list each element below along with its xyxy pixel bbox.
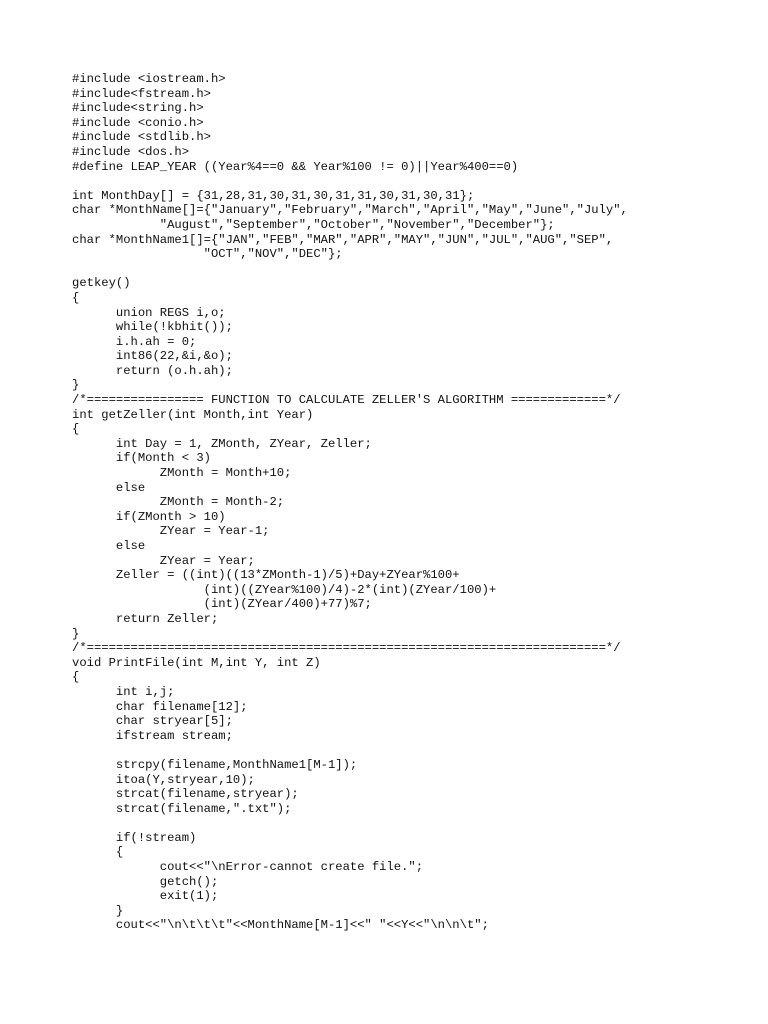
code-line: char *MonthName1[]={"JAN","FEB","MAR","APR","MAY","JUN","JUL","AUG","SEP",: [72, 232, 614, 247]
code-line: getkey(): [72, 276, 131, 291]
code-line: /*=======================================================================*/: [72, 641, 621, 656]
code-line: {: [72, 290, 80, 305]
code-line: {: [72, 845, 124, 860]
code-line: itoa(Y,stryear,10);: [72, 772, 255, 787]
code-line: }: [72, 378, 80, 393]
code-line: #include<string.h>: [72, 101, 204, 116]
code-line: char filename[12];: [72, 699, 248, 714]
code-line: "OCT","NOV","DEC"};: [72, 247, 343, 262]
code-line: int86(22,&i,&o);: [72, 349, 233, 364]
code-line: (int)((ZYear%100)/4)-2*(int)(ZYear/100)+: [72, 582, 497, 597]
code-line: getch();: [72, 874, 219, 889]
code-line: ZYear = Year;: [72, 553, 255, 568]
code-line: [72, 816, 628, 831]
code-line: ZMonth = Month-2;: [72, 495, 285, 510]
code-line: if(!stream): [72, 830, 197, 845]
code-line: cout<<"\n\t\t\t"<<MonthName[M-1]<<" "<<Y<<"\n\n\t";: [72, 918, 489, 933]
code-line: if(ZMonth > 10): [72, 509, 226, 524]
code-line: else: [72, 480, 146, 495]
code-line: #include <dos.h>: [72, 144, 190, 159]
code-line: ifstream stream;: [72, 728, 233, 743]
code-line: int getZeller(int Month,int Year): [72, 407, 314, 422]
code-line: int MonthDay[] = {31,28,31,30,31,30,31,31,30,31,30,31};: [72, 188, 475, 203]
code-line: int Day = 1, ZMonth, ZYear, Zeller;: [72, 436, 372, 451]
code-line: #include <conio.h>: [72, 115, 204, 130]
code-line: if(Month < 3): [72, 451, 211, 466]
code-line: void PrintFile(int M,int Y, int Z): [72, 655, 321, 670]
code-line: union REGS i,o;: [72, 305, 226, 320]
code-line: strcat(filename,".txt");: [72, 801, 292, 816]
code-line: return (o.h.ah);: [72, 363, 233, 378]
code-line: #include <stdlib.h>: [72, 130, 211, 145]
code-line: i.h.ah = 0;: [72, 334, 197, 349]
code-line: int i,j;: [72, 684, 175, 699]
code-line: char stryear[5];: [72, 714, 233, 729]
code-line: ZMonth = Month+10;: [72, 466, 292, 481]
code-line: cout<<"\nError-cannot create file.";: [72, 860, 424, 875]
code-line: char *MonthName[]={"January","February","March","April","May","June","July",: [72, 203, 628, 218]
code-line: (int)(ZYear/400)+77)%7;: [72, 597, 372, 612]
code-line: [72, 262, 628, 277]
code-line: }: [72, 626, 80, 641]
code-line: [72, 174, 628, 189]
code-line: Zeller = ((int)((13*ZMonth-1)/5)+Day+ZYear%100+: [72, 568, 460, 583]
code-line: strcpy(filename,MonthName1[M-1]);: [72, 757, 358, 772]
code-line: #include<fstream.h>: [72, 86, 211, 101]
code-line: exit(1);: [72, 889, 219, 904]
code-line: "August","September","October","November","December"};: [72, 217, 555, 232]
code-line: #include <iostream.h>: [72, 72, 226, 86]
source-code-listing: [72, 72, 628, 933]
code-line: strcat(filename,stryear);: [72, 787, 299, 802]
code-line: {: [72, 422, 80, 437]
code-line: {: [72, 670, 80, 685]
code-line: }: [72, 903, 124, 918]
code-line: ZYear = Year-1;: [72, 524, 270, 539]
code-line: [72, 743, 628, 758]
code-line: else: [72, 539, 146, 553]
code-line: #define LEAP_YEAR ((Year%4==0 && Year%100 != 0)||Year%400==0): [72, 159, 519, 174]
code-line: while(!kbhit());: [72, 320, 233, 335]
code-line: return Zeller;: [72, 611, 219, 626]
code-line: /*================ FUNCTION TO CALCULATE ZELLER'S ALGORITHM =============*/: [72, 393, 621, 408]
